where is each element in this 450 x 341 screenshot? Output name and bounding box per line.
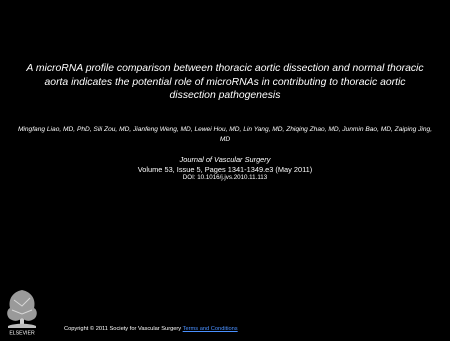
author-list: Mingfang Liao, MD, PhD, Sili Zou, MD, Jianfeng Weng, MD, Lewei Hou, MD, Lin Yang, MD, Zhiqing Zhao, MD, Junmin Bao, MD, Zaiping Jing, MD <box>17 126 433 143</box>
doi: DOI: 10.1016/j.jvs.2010.11.113 <box>182 174 268 182</box>
journal-name: Journal of Vascular Surgery <box>179 155 271 164</box>
copyright-text: Copyright © 2011 Society for Vascular Surgery <box>64 326 182 332</box>
elsevier-logo <box>2 286 42 336</box>
volume-info: Volume 53, Issue 5, Pages 1341-1349.e3 (May 2011) <box>137 164 313 174</box>
elsevier-tree-icon <box>2 286 42 336</box>
terms-link[interactable]: Terms and Conditions <box>182 326 238 332</box>
copyright-line <box>64 326 238 333</box>
logo-wordmark: ELSEVIER <box>9 330 35 336</box>
article-title: A microRNA profile comparison between thoracic aortic dissection and normal thoracic aorta indicates the potential role of microRNAs in contributing to thoracic aortic dissection pathogenesis <box>26 63 424 102</box>
citation-block <box>60 155 390 183</box>
